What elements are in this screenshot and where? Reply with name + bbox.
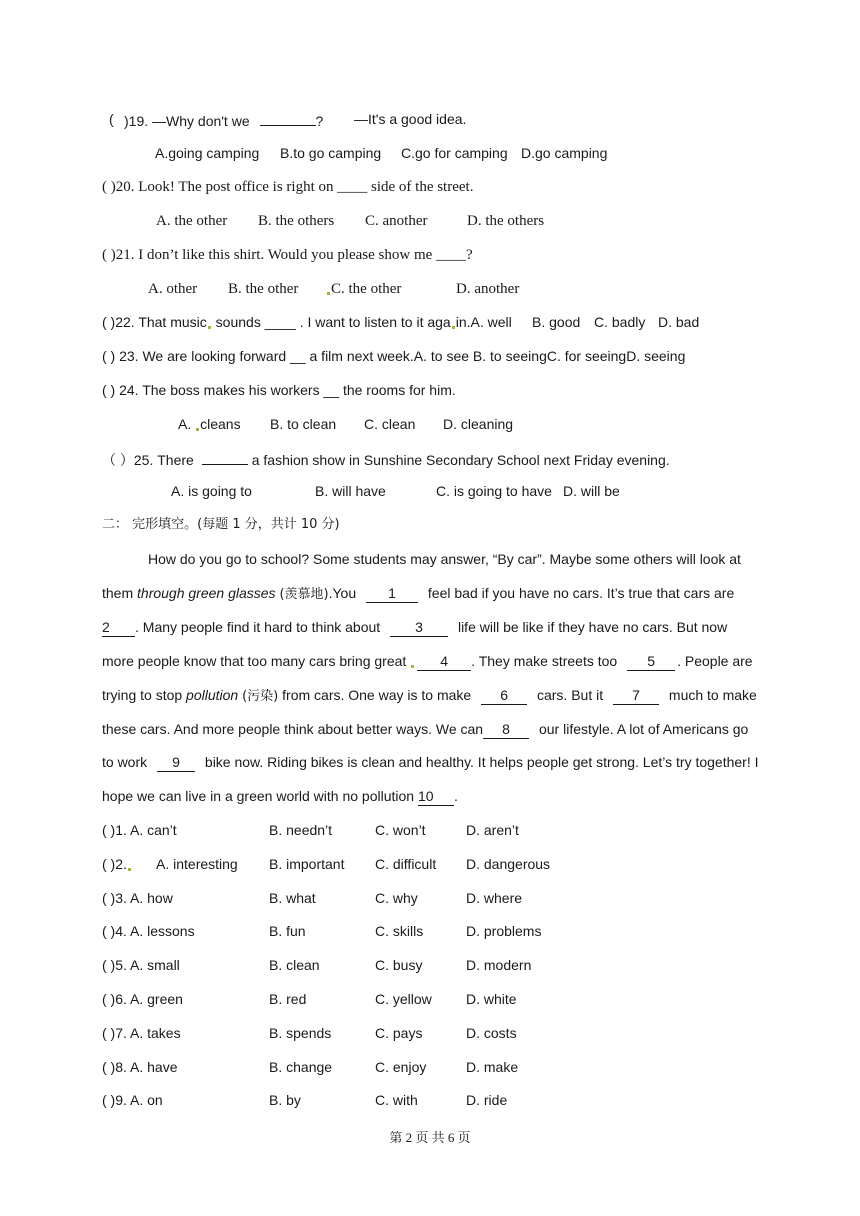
cloze-option-b: B. fun — [269, 923, 306, 939]
passage-italic: pollution — [186, 687, 239, 703]
q22-option-b: B. good — [532, 314, 581, 330]
passage-line-6-text — [102, 719, 748, 739]
q25-option-b: B. will have — [315, 483, 386, 499]
passage-text: them — [102, 585, 134, 601]
cloze-option-c: C. why — [375, 890, 418, 906]
q19-reply: —It's a good idea. — [354, 111, 467, 127]
passage-text: our lifestyle. A lot of Americans go — [538, 721, 749, 737]
cloze-question-5-stem: ( )5. A. small — [102, 957, 180, 973]
cloze-question-1-stem: ( )1. A. can’t — [102, 822, 177, 838]
cloze-option-b: B. clean — [269, 957, 320, 973]
question-19 — [0, 109, 860, 129]
passage-text: hope we can live in a green world with no pollution — [102, 788, 415, 804]
q19-option-d: D.go camping — [521, 145, 608, 161]
cloze-option-d: D. dangerous — [466, 856, 551, 872]
q24-option-c: C. clean — [364, 416, 416, 432]
cloze-question-7 — [0, 1023, 860, 1043]
cloze-option-b: B. red — [269, 991, 307, 1007]
q22-stem-c: in.A. well — [455, 314, 512, 330]
passage-text: . They make streets too — [471, 653, 618, 669]
section-2-heading: 二： 完形填空。(每题 1 分，共计 10 分) — [102, 517, 340, 532]
q21-stem: ( )21. I don’t like this shirt. Would you please show me ____? — [102, 247, 473, 263]
cloze-blank-7: 7 — [613, 687, 659, 705]
passage-line-2-text — [102, 583, 734, 605]
cloze-question-6 — [0, 989, 860, 1009]
q20-option-d: D. the others — [467, 213, 545, 229]
q25-option-a: A. is going to — [171, 483, 252, 499]
cloze-option-c: C. won’t — [375, 822, 426, 838]
cloze-blank-5: 5 — [627, 653, 675, 671]
cloze-option-c: C. skills — [375, 923, 424, 939]
q22-option-d: D. bad — [658, 314, 700, 330]
highlight-mark — [128, 868, 131, 871]
passage-line-5 — [0, 685, 860, 705]
cloze-option-b: B. what — [269, 890, 316, 906]
passage-text: from cars. One way is to make — [282, 687, 472, 703]
q23-stem: ( ) 23. We are looking forward __ a film next week.A. to see B. to seeingC. for seeingD. seeing — [102, 348, 686, 364]
passage-text: trying to stop — [102, 687, 183, 703]
passage-line-2 — [0, 583, 860, 603]
q24-option-b: B. to clean — [270, 416, 337, 432]
passage-line-6 — [0, 719, 860, 739]
q19-option-b: B.to go camping — [280, 145, 382, 161]
cloze-option-b: B. important — [269, 856, 345, 872]
passage-line-7-text — [102, 752, 759, 772]
passage-text: . Many people find it hard to think about — [135, 619, 381, 635]
q20-options — [0, 211, 860, 231]
passage-text: these cars. And more people think about better ways. We can — [102, 721, 484, 737]
cloze-option-b: B. needn’t — [269, 822, 333, 838]
cloze-option-c: C. difficult — [375, 856, 437, 872]
cloze-blank-9: 9 — [157, 754, 195, 772]
q19-stem-text: )19. —Why don't we — [124, 113, 250, 129]
cloze-blank-2: 2 — [102, 619, 135, 637]
cloze-blank-10: 10 — [418, 788, 454, 806]
passage-italic: through green glasses — [137, 585, 276, 601]
cloze-option-b: B. spends — [269, 1025, 332, 1041]
q21-option-b: B. the other — [228, 281, 299, 297]
q19-options — [0, 143, 860, 163]
q25-stem — [102, 448, 670, 470]
cloze-question-2-stem — [102, 854, 132, 874]
section-2-heading-row — [0, 515, 860, 535]
q22-stem-a: ( )22. That music — [102, 314, 207, 330]
cloze-question-8-stem: ( )8. A. have — [102, 1059, 178, 1075]
cloze-option-d: D. modern — [466, 957, 532, 973]
passage-text: cars. But it — [536, 687, 604, 703]
passage-text: . People are — [677, 653, 753, 669]
q19-answer-blank — [260, 109, 316, 126]
cloze-blank-3: 3 — [390, 619, 448, 637]
q20-stem: ( )20. Look! The post office is right on ____ side of the street. — [102, 179, 474, 195]
q22-option-c: C. badly — [594, 314, 646, 330]
highlight-mark — [327, 292, 330, 295]
q25-stem-b: a fashion show in Sunshine Secondary School next Friday evening. — [251, 452, 670, 468]
q19-option-a: A.going camping — [155, 145, 260, 161]
cloze-question-7-stem: ( )7. A. takes — [102, 1025, 181, 1041]
q25-stem-a: （ ）25. There — [102, 452, 194, 468]
q19-paren: ( — [109, 111, 114, 127]
cloze-option-d: D. make — [466, 1059, 519, 1075]
q25-answer-blank — [202, 448, 248, 465]
cloze-option-d: D. white — [466, 991, 517, 1007]
cloze-question-5 — [0, 955, 860, 975]
passage-text: bike now. Riding bikes is clean and healthy. It helps people get strong. Let’s try together! I — [204, 754, 759, 770]
cloze-question-2-num: ( )2. — [102, 856, 127, 872]
highlight-mark — [411, 665, 414, 668]
cloze-question-9-stem: ( )9. A. on — [102, 1092, 163, 1108]
passage-text: more people know that too many cars bring great — [102, 653, 407, 669]
cloze-option-c: C. yellow — [375, 991, 432, 1007]
passage-line-5-text — [102, 685, 757, 707]
passage-text: life will be like if they have no cars. But now — [457, 619, 728, 635]
cloze-blank-1: 1 — [366, 585, 418, 603]
question-25 — [0, 448, 860, 468]
cloze-question-1 — [0, 820, 860, 840]
cloze-question-8 — [0, 1057, 860, 1077]
highlight-mark — [208, 326, 211, 329]
cloze-option-d: D. ride — [466, 1092, 508, 1108]
cloze-question-9 — [0, 1090, 860, 1110]
q21-option-a: A. other — [148, 281, 198, 297]
q24-stem: ( ) 24. The boss makes his workers __ the rooms for him. — [102, 382, 456, 398]
q19-option-c: C.go for camping — [401, 145, 508, 161]
cloze-blank-8: 8 — [483, 721, 529, 739]
passage-text: to work — [102, 754, 148, 770]
q24-option-a-text: cleans — [200, 416, 241, 432]
q21-option-c-text: C. the other — [331, 281, 402, 297]
q19-stem — [124, 109, 323, 131]
cloze-option-a: A. interesting — [156, 856, 238, 872]
passage-line-8 — [0, 786, 860, 806]
passage-line-3-text — [102, 617, 727, 637]
cloze-option-d: D. aren’t — [466, 822, 519, 838]
q21-options — [0, 279, 860, 299]
passage-text: . — [453, 788, 458, 804]
cloze-question-2 — [0, 854, 860, 874]
highlight-mark — [196, 428, 199, 431]
q21-option-c — [326, 279, 401, 299]
question-22 — [0, 312, 860, 332]
question-20 — [0, 177, 860, 197]
q25-option-c: C. is going to have — [436, 483, 552, 499]
cloze-option-b: B. by — [269, 1092, 301, 1108]
q24-option-a-letter: A. — [178, 416, 192, 432]
passage-text: .You — [328, 585, 357, 601]
passage-chinese-gloss: (污染) — [242, 689, 279, 704]
cloze-option-c: C. enjoy — [375, 1059, 427, 1075]
passage-text: How do you go to school? Some students may answer, “By car”. Maybe some others will look at — [148, 551, 741, 567]
q24-option-d: D. cleaning — [443, 416, 514, 432]
q19-question-mark: ? — [315, 113, 324, 129]
q20-option-b: B. the others — [258, 213, 335, 229]
passage-line-3 — [0, 617, 860, 637]
passage-line-4 — [0, 651, 860, 671]
highlight-mark — [452, 326, 455, 329]
q22-stem — [102, 312, 512, 332]
passage-line-4-text — [102, 651, 753, 671]
q20-option-a: A. the other — [156, 213, 228, 229]
cloze-blank-4: 4 — [417, 653, 471, 671]
cloze-question-4 — [0, 921, 860, 941]
passage-chinese-gloss: (羡慕地) — [279, 587, 329, 602]
q24-options — [0, 414, 860, 434]
cloze-option-c: C. pays — [375, 1025, 423, 1041]
cloze-option-d: D. problems — [466, 923, 542, 939]
question-21 — [0, 245, 860, 265]
q21-option-d: D. another — [456, 281, 520, 297]
passage-line-7 — [0, 752, 860, 772]
cloze-option-b: B. change — [269, 1059, 333, 1075]
cloze-question-4-stem: ( )4. A. lessons — [102, 923, 195, 939]
cloze-option-d: D. where — [466, 890, 523, 906]
question-23 — [0, 346, 860, 366]
q22-stem-b: sounds ____ . I want to listen to it aga — [215, 314, 451, 330]
cloze-option-d: D. costs — [466, 1025, 517, 1041]
q20-option-c: C. another — [365, 213, 428, 229]
passage-line-8-text — [102, 786, 458, 806]
cloze-question-6-stem: ( )6. A. green — [102, 991, 183, 1007]
q25-option-d: D. will be — [563, 483, 620, 499]
passage-text: much to make — [668, 687, 757, 703]
cloze-blank-6: 6 — [481, 687, 527, 705]
cloze-option-c: C. busy — [375, 957, 423, 973]
page-footer: 第 2 页 共 6 页 — [389, 1130, 471, 1145]
passage-text: feel bad if you have no cars. It’s true that cars are — [427, 585, 735, 601]
q25-options — [0, 481, 860, 501]
q24-option-a — [178, 414, 241, 434]
question-24 — [0, 380, 860, 400]
cloze-question-3 — [0, 888, 860, 908]
cloze-question-3-stem: ( )3. A. how — [102, 890, 173, 906]
passage-line-1 — [0, 549, 860, 569]
cloze-option-c: C. with — [375, 1092, 418, 1108]
